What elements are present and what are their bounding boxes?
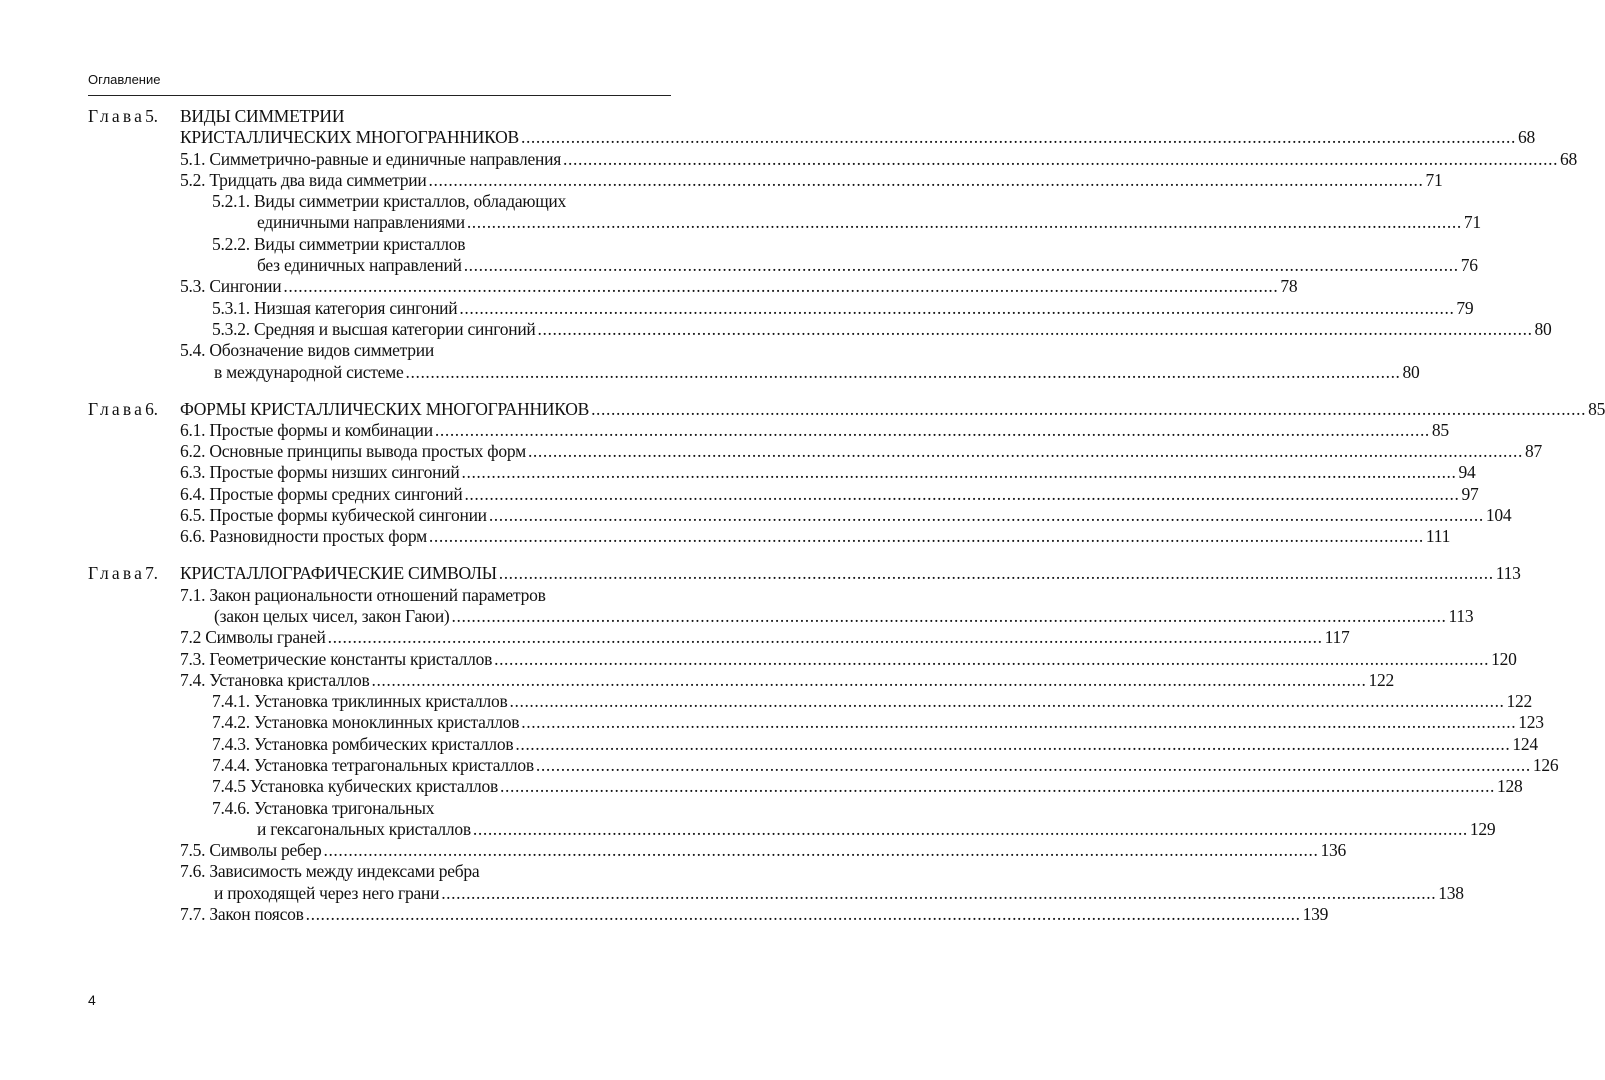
dot-leader: ........................................................................................................................................................................................................	[461, 462, 1457, 483]
chapter-label	[88, 441, 180, 462]
toc-page-number: 80	[1402, 361, 1420, 382]
toc-entry-line[interactable]	[88, 212, 1481, 233]
toc-entry-title: и проходящей через него грани	[214, 882, 440, 903]
toc-page-number: 139	[1302, 904, 1329, 925]
chapter-number: 7.	[145, 563, 158, 584]
dot-leader: ........................................................................................................................................................................................................	[521, 712, 1517, 733]
toc-entry-line[interactable]	[88, 526, 1451, 547]
toc-entry-line[interactable]	[88, 483, 1479, 505]
toc-entry-title: 5.2.1. Виды симметрии кристаллов, обладающих	[212, 191, 567, 212]
dot-leader: ........................................................................................................................................................................................................	[464, 483, 1460, 504]
chapter-label	[88, 649, 180, 670]
toc-page-number: 113	[1448, 605, 1474, 626]
chapter-label	[88, 362, 180, 383]
dot-leader: ........................................................................................................................................................................................................	[459, 297, 1455, 318]
chapter-label	[88, 840, 180, 861]
dot-leader: ........................................................................................................................................................................................................	[463, 255, 1459, 276]
toc-entry-title: 6.1. Простые формы и комбинации	[180, 419, 433, 440]
header-rule	[88, 95, 671, 96]
toc-entry-line[interactable]	[88, 563, 1521, 584]
toc-page-number: 76	[1460, 255, 1478, 276]
toc-page-number: 97	[1461, 483, 1479, 504]
toc-entry-line[interactable]	[88, 648, 1517, 670]
chapter-label	[88, 340, 180, 361]
running-header: Оглавление	[88, 72, 161, 87]
dot-leader: ........................................................................................................................................................................................................	[428, 526, 1424, 547]
toc-page-number: 80	[1534, 318, 1552, 339]
chapter-label	[88, 319, 180, 340]
chapter-label	[88, 106, 180, 127]
chapter-label	[88, 904, 180, 925]
toc-page-number: 124	[1512, 733, 1538, 754]
toc-page-number: 128	[1497, 776, 1523, 797]
toc-entry-title: 7.6. Зависимость между индексами ребра	[180, 861, 480, 882]
dot-leader: ........................................................................................................................................................................................................	[472, 818, 1468, 839]
toc-page-number: 79	[1456, 297, 1474, 318]
toc-page-number: 68	[1560, 148, 1578, 169]
toc-page-number: 138	[1438, 882, 1464, 903]
dot-leader: ........................................................................................................................................................................................................	[405, 361, 1401, 382]
toc-entry-title: (закон целых чисел, закон Гаюи)	[214, 605, 450, 626]
chapter-label	[88, 712, 180, 733]
toc-entry-line[interactable]	[88, 169, 1443, 191]
chapter-label	[88, 127, 180, 148]
dot-leader: ........................................................................................................................................................................................................	[591, 398, 1587, 419]
dot-leader: ........................................................................................................................................................................................................	[323, 840, 1319, 861]
toc-page-number: 136	[1320, 840, 1346, 861]
chapter-label	[88, 776, 180, 797]
toc-entry-title: 6.4. Простые формы средних сингоний	[180, 483, 463, 504]
dot-leader: ........................................................................................................................................................................................................	[535, 754, 1531, 775]
toc-entry-title: 7.4.5 Установка кубических кристаллов	[212, 776, 499, 797]
toc-entry-line[interactable]	[88, 505, 1512, 526]
page-number: 4	[88, 992, 96, 1008]
toc-entry-title: 7.4.1. Установка триклинных кристаллов	[212, 691, 508, 712]
toc-entry-line[interactable]	[88, 712, 1544, 733]
toc-page-number: 129	[1469, 818, 1496, 839]
toc-entry-title: 7.7. Закон поясов	[180, 904, 304, 925]
dot-leader: ........................................................................................................................................................................................................	[371, 669, 1367, 690]
chapter-label	[88, 276, 180, 297]
chapter-label	[88, 861, 180, 882]
chapter-label	[88, 627, 180, 648]
toc-entry-line[interactable]	[88, 148, 1578, 170]
dot-leader: ........................................................................................................................................................................................................	[428, 169, 1424, 190]
chapter-label	[88, 734, 180, 755]
toc-entry-line[interactable]	[88, 419, 1449, 441]
toc-chapter	[88, 106, 1578, 383]
toc-entry-line[interactable]	[88, 840, 1346, 861]
toc-entry-line[interactable]	[88, 691, 1533, 712]
dot-leader: ........................................................................................................................................................................................................	[451, 605, 1447, 626]
dot-leader: ........................................................................................................................................................................................................	[494, 648, 1490, 669]
toc-entry-title: 7.2 Символы граней	[180, 627, 326, 648]
toc-entry-line	[88, 234, 671, 255]
chapter-label	[88, 255, 180, 276]
toc-entry-line[interactable]	[88, 776, 1523, 797]
chapter-label	[88, 798, 180, 819]
toc-entry-line[interactable]	[88, 255, 1478, 276]
toc-page-number: 123	[1518, 712, 1544, 733]
toc-entry-title: 5.2. Тридцать два вида симметрии	[180, 169, 427, 190]
toc-entry-title: КРИСТАЛЛОГРАФИЧЕСКИЕ СИМВОЛЫ	[180, 563, 497, 584]
chapter-number: 6.	[145, 398, 158, 419]
dot-leader: ........................................................................................................................................................................................................	[527, 441, 1523, 462]
dot-leader: ........................................................................................................................................................................................................	[498, 563, 1494, 584]
chapter-label	[88, 399, 180, 420]
chapter-label	[88, 670, 180, 691]
toc-entry-line[interactable]	[88, 627, 1350, 648]
chapter-number: 5.	[145, 106, 158, 126]
toc-entry-line	[88, 191, 671, 212]
toc-entry-title: 5.3.1. Низшая категория сингоний	[212, 297, 458, 318]
toc-entry-line[interactable]	[88, 605, 1474, 627]
toc-entry-title: 7.1. Закон рациональности отношений параметров	[180, 584, 546, 605]
toc-entry-title: 7.4. Установка кристаллов	[180, 669, 370, 690]
toc-entry-title: ФОРМЫ КРИСТАЛЛИЧЕСКИХ МНОГОГРАННИКОВ	[180, 398, 590, 419]
table-of-contents	[88, 106, 1605, 941]
toc-page-number: 68	[1517, 127, 1535, 148]
chapter-label	[88, 563, 180, 584]
chapter-label	[88, 526, 180, 547]
toc-page-number: 87	[1524, 441, 1542, 462]
chapter-label	[88, 755, 180, 776]
toc-chapter	[88, 398, 1605, 548]
toc-page-number: 122	[1506, 691, 1533, 712]
toc-entry-line	[88, 861, 671, 882]
dot-leader: ........................................................................................................................................................................................................	[537, 318, 1533, 339]
toc-entry-title: 6.5. Простые формы кубической сингонии	[180, 505, 487, 526]
toc-chapter	[88, 563, 1559, 925]
toc-entry-line[interactable]	[88, 276, 1298, 297]
dot-leader: ........................................................................................................................................................................................................	[509, 691, 1505, 712]
toc-entry-title: 5.2.2. Виды симметрии кристаллов	[212, 233, 466, 254]
toc-entry-line[interactable]	[88, 127, 1535, 148]
chapter-label	[88, 691, 180, 712]
toc-entry-line[interactable]	[88, 297, 1474, 319]
toc-entry-line[interactable]	[88, 361, 1420, 383]
chapter-label	[88, 484, 180, 505]
chapter-label	[88, 585, 180, 606]
toc-page-number: 85	[1588, 398, 1605, 419]
toc-page-number: 122	[1368, 669, 1394, 690]
toc-page-number: 117	[1324, 627, 1350, 648]
toc-entry-title: КРИСТАЛЛИЧЕСКИХ МНОГОГРАННИКОВ	[180, 127, 519, 148]
toc-entry-line[interactable]	[88, 754, 1559, 776]
toc-entry-title: 7.3. Геометрические константы кристаллов	[180, 648, 493, 669]
toc-page-number: 111	[1425, 526, 1451, 547]
chapter-label	[88, 606, 180, 627]
toc-page-number: 104	[1485, 505, 1512, 526]
dot-leader: ........................................................................................................................................................................................................	[500, 776, 1496, 797]
toc-entry-line[interactable]	[88, 904, 1329, 925]
toc-entry-line	[88, 106, 671, 127]
toc-page-number: 85	[1431, 419, 1449, 440]
chapter-label	[88, 191, 180, 212]
toc-entry-title: 7.4.4. Установка тетрагональных кристаллов	[212, 754, 534, 775]
toc-entry-title: 5.3.2. Средняя и высшая категории сингоний	[212, 318, 536, 339]
toc-page-number: 126	[1532, 754, 1559, 775]
toc-page-number: 71	[1425, 169, 1443, 190]
chapter-word: Глава	[88, 563, 146, 584]
toc-entry-line[interactable]	[88, 882, 1464, 904]
toc-entry-line	[88, 798, 671, 819]
toc-entry-line[interactable]	[88, 733, 1538, 755]
dot-leader: ........................................................................................................................................................................................................	[466, 212, 1462, 233]
toc-entry-title: 7.4.2. Установка моноклинных кристаллов	[212, 712, 520, 733]
toc-entry-title: 7.5. Символы ребер	[180, 840, 322, 861]
toc-entry-title: ВИДЫ СИММЕТРИИ	[180, 106, 345, 126]
chapter-label	[88, 149, 180, 170]
toc-entry-title: в международной системе	[214, 361, 404, 382]
toc-entry-line[interactable]	[88, 398, 1605, 420]
chapter-label	[88, 505, 180, 526]
toc-entry-title: 6.2. Основные принципы вывода простых форм	[180, 441, 526, 462]
dot-leader: ........................................................................................................................................................................................................	[283, 276, 1279, 297]
dot-leader: ........................................................................................................................................................................................................	[515, 733, 1511, 754]
chapter-label	[88, 462, 180, 483]
toc-entry-title: 7.4.6. Установка тригональных	[212, 797, 435, 818]
toc-entry-line[interactable]	[88, 441, 1542, 462]
chapter-word: Глава	[88, 398, 146, 419]
toc-entry-title: единичными направлениями	[257, 212, 465, 233]
toc-entry-title: 5.4. Обозначение видов симметрии	[180, 340, 435, 361]
toc-page-number: 71	[1463, 212, 1481, 233]
toc-entry-title: 5.1. Симметрично-равные и единичные направления	[180, 148, 562, 169]
dot-leader: ........................................................................................................................................................................................................	[441, 882, 1437, 903]
chapter-label	[88, 234, 180, 255]
toc-entry-line	[88, 340, 671, 361]
toc-entry-title: без единичных направлений	[257, 255, 462, 276]
toc-entry-line[interactable]	[88, 318, 1552, 340]
chapter-label	[88, 170, 180, 191]
toc-entry-line[interactable]	[88, 462, 1476, 483]
toc-entry-title: 6.3. Простые формы низших сингоний	[180, 462, 460, 483]
toc-entry-line[interactable]	[88, 669, 1394, 691]
dot-leader: ........................................................................................................................................................................................................	[434, 419, 1430, 440]
toc-page-number: 120	[1491, 648, 1517, 669]
chapter-label	[88, 298, 180, 319]
dot-leader: ........................................................................................................................................................................................................	[563, 148, 1559, 169]
toc-entry-title: и гексагональных кристаллов	[257, 818, 471, 839]
toc-entry-line[interactable]	[88, 818, 1496, 840]
chapter-label	[88, 819, 180, 840]
dot-leader: ........................................................................................................................................................................................................	[488, 505, 1484, 526]
dot-leader: ........................................................................................................................................................................................................	[305, 904, 1301, 925]
toc-page-number: 78	[1280, 276, 1298, 297]
toc-entry-title: 7.4.3. Установка ромбических кристаллов	[212, 733, 514, 754]
toc-page-number: 113	[1495, 563, 1521, 584]
chapter-label	[88, 883, 180, 904]
chapter-label	[88, 212, 180, 233]
toc-entry-title: 6.6. Разновидности простых форм	[180, 526, 427, 547]
chapter-word: Глава	[88, 106, 146, 126]
toc-page-number: 94	[1458, 462, 1476, 483]
dot-leader: ........................................................................................................................................................................................................	[520, 127, 1516, 148]
chapter-label	[88, 420, 180, 441]
dot-leader: ........................................................................................................................................................................................................	[327, 627, 1323, 648]
toc-entry-line	[88, 585, 671, 606]
toc-entry-title: 5.3. Сингонии	[180, 276, 282, 297]
